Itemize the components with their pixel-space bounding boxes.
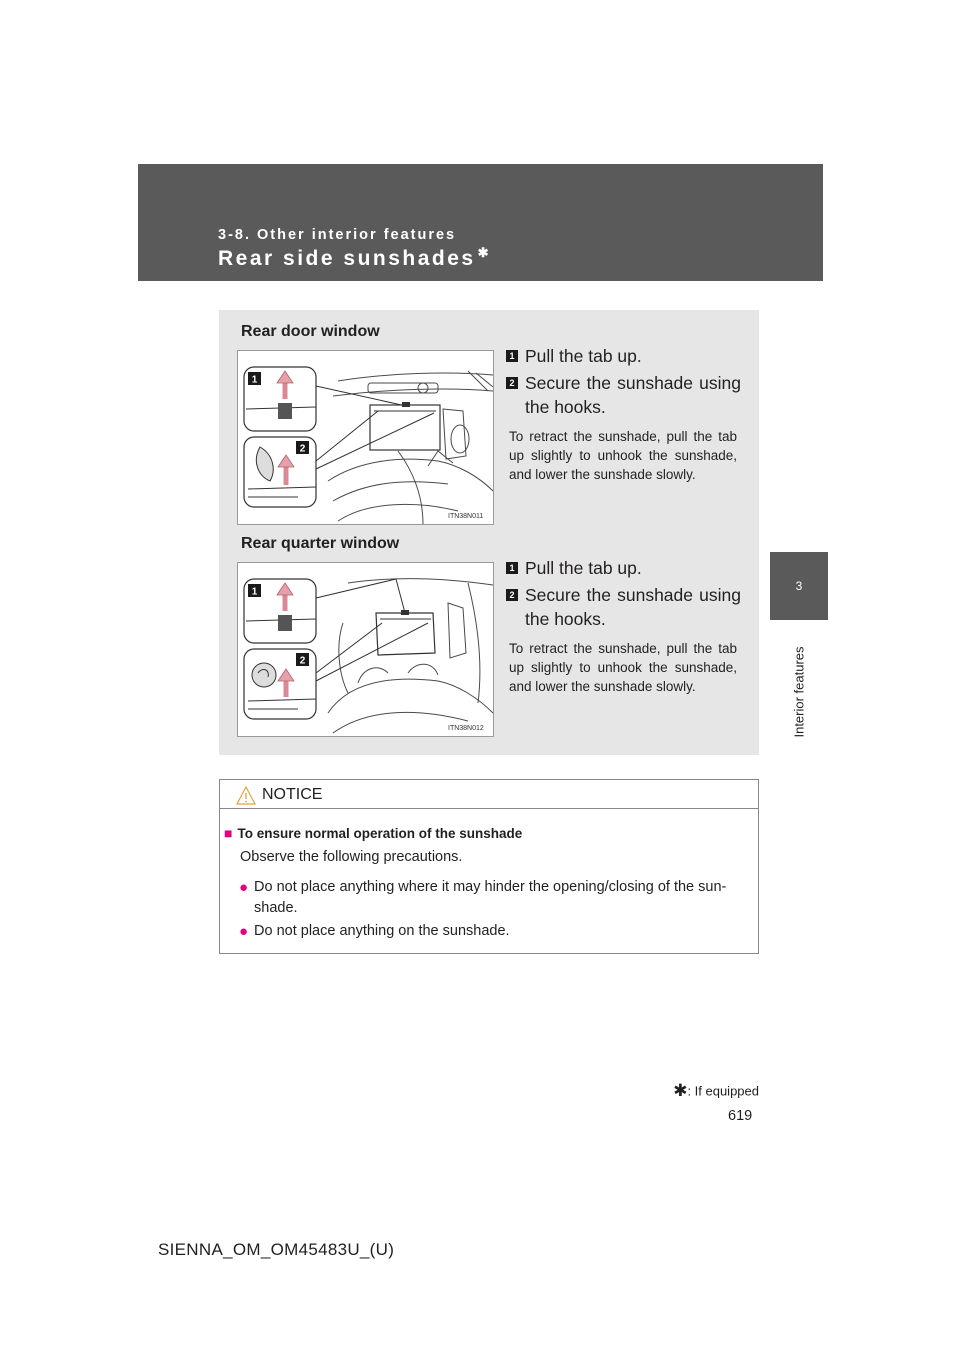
seat-edge bbox=[398, 451, 423, 524]
page-title-text: Rear side sunshades bbox=[218, 247, 476, 270]
notice-header bbox=[220, 780, 758, 809]
notice-subhead bbox=[224, 825, 522, 841]
page-title bbox=[218, 247, 491, 271]
rear-door-illustration bbox=[237, 350, 494, 525]
rear-door-heading: Rear door window bbox=[241, 323, 380, 340]
notice-subhead-text: To ensure normal operation of the sunshade bbox=[237, 826, 523, 841]
notice-label: NOTICE bbox=[262, 786, 323, 803]
rear-quarter-step-1 bbox=[506, 556, 741, 580]
leader-line-1b bbox=[396, 579, 405, 613]
inset-1-tab bbox=[278, 615, 292, 631]
rear-quarter-drawing bbox=[238, 563, 493, 736]
notice-box bbox=[219, 779, 759, 954]
notice-bullet-2 bbox=[239, 921, 754, 942]
seat-low bbox=[338, 504, 458, 521]
page-number: 619 bbox=[728, 1108, 753, 1124]
inset-2-hook bbox=[252, 663, 276, 687]
leader-line-2a bbox=[316, 623, 382, 673]
seat-mid bbox=[333, 482, 448, 501]
notice-intro: Observe the following precautions. bbox=[240, 849, 463, 865]
rear-door-step-2 bbox=[506, 371, 741, 419]
instruction-panel bbox=[219, 310, 759, 755]
bullet-text: Do not place anything on the sunshade. bbox=[254, 923, 510, 939]
page-header bbox=[138, 164, 823, 281]
rear-door-note: To retract the sunshade, pull the tab up slightly to unhook the sunshade, and lower the sunshade slowly. bbox=[509, 429, 737, 482]
chapter-number-tab[interactable]: 3 bbox=[770, 552, 828, 620]
step-text: Pull the tab up. bbox=[525, 346, 642, 366]
inset-1-number: 1 bbox=[251, 586, 258, 598]
rear-pillar bbox=[468, 583, 480, 703]
inset-2-number: 2 bbox=[299, 443, 306, 455]
step-text: Secure the sunshade using the hooks. bbox=[525, 585, 741, 629]
rear-quarter-illustration bbox=[237, 562, 494, 737]
rear-quarter-heading: Rear quarter window bbox=[241, 535, 400, 552]
bullet-text: Do not place anything where it may hinder the opening/closing of the sun-shade. bbox=[254, 879, 727, 916]
step-badge-icon: 1 bbox=[506, 562, 518, 574]
footnote-marker: ✱ bbox=[673, 1081, 688, 1100]
pillar bbox=[443, 409, 466, 459]
rear-quarter-note: To retract the sunshade, pull the tab up slightly to unhook the sunshade, and lower the sunshade slowly. bbox=[509, 641, 737, 694]
leader-line-2a bbox=[316, 411, 378, 461]
rear-door-drawing bbox=[238, 351, 493, 524]
seat-top bbox=[328, 679, 493, 713]
equipped-marker: ✱ bbox=[477, 245, 491, 260]
light bbox=[418, 383, 428, 393]
notice-bullet-1 bbox=[239, 877, 754, 919]
rear-door-image-code: ITN38N011 bbox=[448, 513, 484, 520]
step-badge-icon: 1 bbox=[506, 350, 518, 362]
bullet-dot-icon: ● bbox=[239, 879, 249, 896]
leader-line-1 bbox=[316, 386, 406, 406]
inset-1-number: 1 bbox=[251, 374, 258, 386]
headrest-2 bbox=[408, 664, 438, 675]
footnote-text: : If equipped bbox=[687, 1083, 759, 1099]
side-trim bbox=[339, 623, 348, 693]
step-badge-icon: 2 bbox=[506, 377, 518, 389]
seat-top bbox=[328, 459, 493, 491]
rear-quarter-step-2 bbox=[506, 583, 741, 631]
square-bullet-icon: ■ bbox=[224, 825, 233, 841]
chapter-label-text: Interior features bbox=[791, 646, 807, 738]
document-id: SIENNA_OM_OM45483U_(U) bbox=[158, 1240, 395, 1259]
rear-quarter-image-code: ITN38N012 bbox=[448, 725, 484, 732]
warning-triangle-icon bbox=[236, 786, 256, 805]
rear-door-step-1 bbox=[506, 344, 741, 368]
roof-line bbox=[348, 579, 493, 585]
inset-1-tab bbox=[278, 403, 292, 419]
chapter-label bbox=[775, 622, 823, 762]
pillar bbox=[448, 603, 466, 658]
seatbelt-anchor bbox=[451, 425, 469, 453]
step-text: Pull the tab up. bbox=[525, 558, 642, 578]
roof-line bbox=[338, 373, 493, 381]
step-badge-icon: 2 bbox=[506, 589, 518, 601]
sunshade-tab bbox=[402, 402, 410, 407]
footnote bbox=[673, 1082, 759, 1102]
inset-2-number: 2 bbox=[299, 655, 306, 667]
section-title: 3-8. Other interior features bbox=[218, 227, 457, 243]
bullet-dot-icon: ● bbox=[239, 923, 249, 940]
step-text: Secure the sunshade using the hooks. bbox=[525, 373, 741, 417]
sunshade bbox=[370, 405, 440, 450]
